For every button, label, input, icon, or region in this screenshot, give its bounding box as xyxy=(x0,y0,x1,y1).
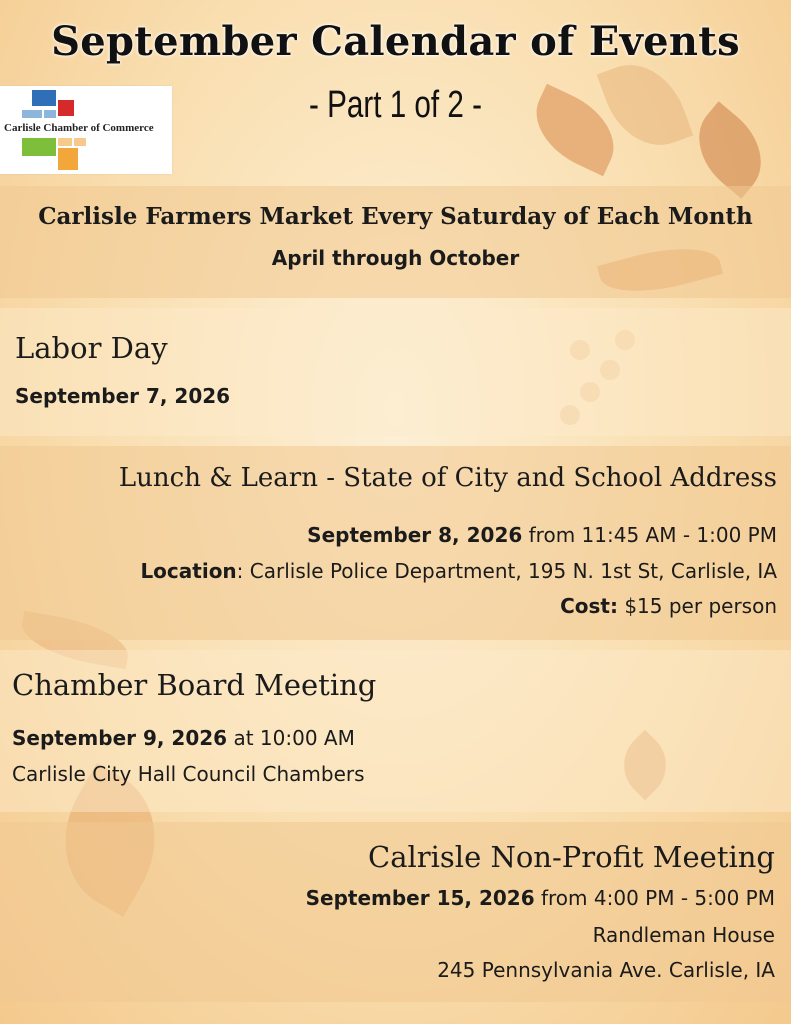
board-meeting-place: Carlisle City Hall Council Chambers xyxy=(12,762,365,786)
chamber-logo xyxy=(0,86,172,174)
logo-square-lightblue xyxy=(22,110,42,118)
nonprofit-place: Randleman House xyxy=(592,923,775,947)
nonprofit-address: 245 Pennsylvania Ave. Carlisle, IA xyxy=(437,958,775,982)
lunch-learn-time: from 11:45 AM - 1:00 PM xyxy=(522,523,777,547)
farmers-market-title: Carlisle Farmers Market Every Saturday of Each Month xyxy=(38,203,753,230)
lunch-learn-location-label: Location xyxy=(140,559,237,583)
logo-square-lightblue xyxy=(44,110,56,118)
lunch-learn-date: September 8, 2026 xyxy=(307,523,523,547)
farmers-market-subtitle: April through October xyxy=(271,246,520,270)
lunch-learn-cost-value: $15 per person xyxy=(617,594,777,618)
page-subtitle: - Part 1 of 2 - xyxy=(309,84,482,126)
lunch-learn-cost-label: Cost: xyxy=(560,594,618,618)
logo-square-peach xyxy=(58,138,72,146)
lunch-learn-cost xyxy=(560,594,777,618)
board-meeting-time: at 10:00 AM xyxy=(227,726,355,750)
lunch-learn-location xyxy=(140,559,777,583)
nonprofit-title: Calrisle Non-Profit Meeting xyxy=(368,840,775,874)
lunch-learn-title: Lunch & Learn - State of City and School Address xyxy=(118,463,777,493)
nonprofit-date: September 15, 2026 xyxy=(305,886,535,910)
nonprofit-time: from 4:00 PM - 5:00 PM xyxy=(534,886,775,910)
labor-day-section xyxy=(0,308,791,436)
logo-square-peach xyxy=(74,138,86,146)
board-meeting-title: Chamber Board Meeting xyxy=(12,668,377,702)
logo-square-blue xyxy=(32,90,56,106)
board-meeting-datetime xyxy=(12,726,355,750)
lunch-learn-location-value: : Carlisle Police Department, 195 N. 1st St, Carlisle, IA xyxy=(236,559,777,583)
logo-square-green xyxy=(22,138,56,156)
logo-square-orange xyxy=(58,148,78,170)
labor-day-date: September 7, 2026 xyxy=(15,384,231,408)
nonprofit-datetime xyxy=(306,886,775,910)
board-meeting-date: September 9, 2026 xyxy=(12,726,228,750)
logo-text: Carlisle Chamber of Commerce xyxy=(4,122,154,134)
lunch-learn-datetime xyxy=(307,523,777,547)
page-title: September Calendar of Events xyxy=(51,18,740,65)
labor-day-title: Labor Day xyxy=(15,331,168,365)
logo-square-red xyxy=(58,100,74,116)
